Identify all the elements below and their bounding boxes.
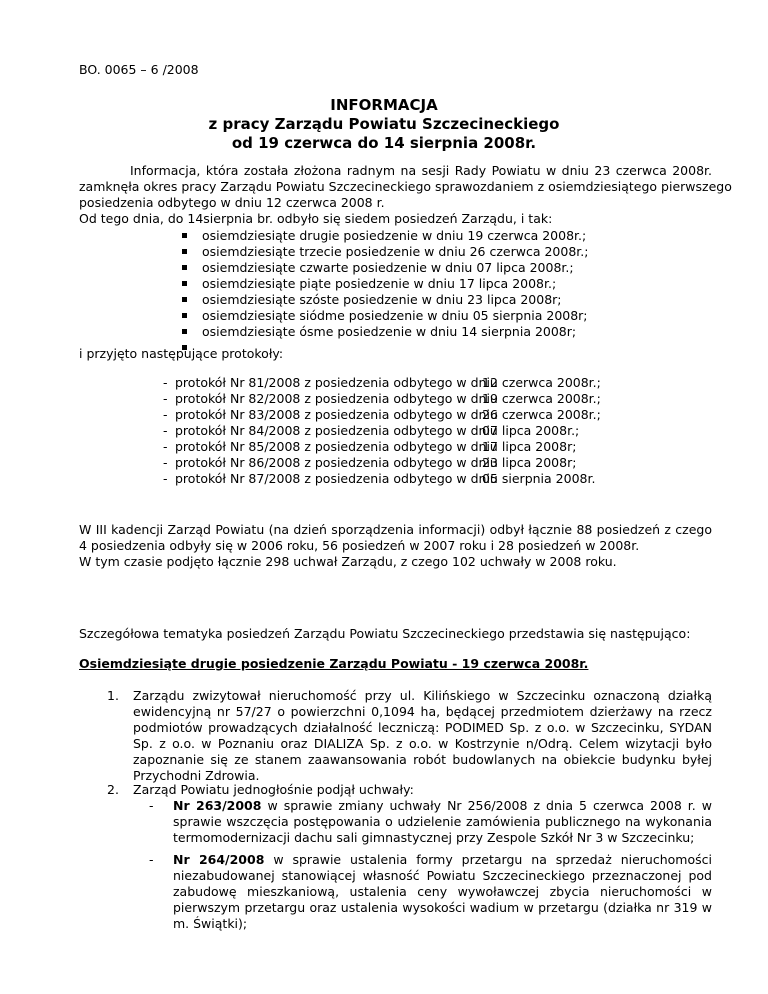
dash: -: [163, 375, 168, 390]
resolution-item: [149, 852, 712, 932]
dash: -: [163, 471, 168, 486]
list-item: osiemdziesiąte siódme posiedzenie w dniu 05 sierpnia 2008r;: [182, 308, 588, 324]
list-item: - protokół Nr 83/2008 z posiedzenia odbytego w dniu26 czerwca 2008r.;: [163, 407, 601, 422]
dash: -: [149, 798, 154, 813]
square-bullet-icon: [182, 233, 187, 238]
list-item: - protokół Nr 87/2008 z posiedzenia odbytego w dniu05 sierpnia 2008r.: [163, 471, 596, 486]
document-title: INFORMACJA: [330, 96, 438, 114]
item-text: Zarząd Powiatu jednogłośnie podjął uchwały:: [133, 782, 414, 797]
summary-line: W III kadencji Zarząd Powiatu (na dzień sporządzenia informacji) odbył łącznie 88 posiedzeń z czego: [79, 522, 712, 537]
intro-line: Informacja, która została złożona radnym na sesji Rady Powiatu w dniu 23 czerwca 2008r.: [130, 163, 712, 178]
resolution-text: w sprawie ustalenia formy przetargu na sprzedaż nieruchomości niezabudowanej stanowiącej własność Powiatu Szczecineckiego przeznaczonej pod zabudowę mieszkaniową, ustalenia ceny wywoławczej zbycia nieruchomości w pierwszym przetargu oraz ustalenia wysokości wadium w przetargu (działka nr 319 w m. Świątki);: [173, 852, 712, 931]
square-bullet-icon: [182, 249, 187, 254]
list-item: - protokół Nr 81/2008 z posiedzenia odbytego w dniu12 czerwca 2008r.;: [163, 375, 601, 390]
list-item: osiemdziesiąte czwarte posiedzenie w dniu 07 lipca 2008r.;: [182, 260, 588, 276]
dash: -: [163, 391, 168, 406]
dash: -: [163, 439, 168, 454]
list-item: - protokół Nr 84/2008 z posiedzenia odbytego w dniu07 lipca 2008r.;: [163, 423, 580, 438]
list-item: osiemdziesiąte ósme posiedzenie w dniu 14 sierpnia 2008r;: [182, 324, 588, 340]
summary-paragraph: [79, 522, 712, 570]
square-bullet-icon: [182, 313, 187, 318]
list-item: osiemdziesiąte drugie posiedzenie w dniu 19 czerwca 2008r.;: [182, 228, 588, 244]
dash: -: [163, 423, 168, 438]
protocols-list: [163, 375, 601, 487]
document-period: od 19 czerwca do 14 sierpnia 2008r.: [231, 134, 537, 152]
intro-paragraph: [79, 163, 732, 227]
square-bullet-icon: [182, 265, 187, 270]
meetings-list: [182, 228, 588, 356]
intro-line: Od tego dnia, do 14sierpnia br. odbyło się siedem posiedzeń Zarządu, i tak:: [79, 211, 553, 226]
document-subtitle: z pracy Zarządu Powiatu Szczecineckiego: [208, 115, 560, 133]
numbered-item: [107, 688, 712, 784]
item-number: 1.: [107, 688, 119, 703]
square-bullet-icon: [182, 297, 187, 302]
list-item: - protokół Nr 82/2008 z posiedzenia odbytego w dniu19 czerwca 2008r.;: [163, 391, 601, 406]
summary-line: W tym czasie podjęto łącznie 298 uchwał Zarządu, z czego 102 uchwały w 2008 roku.: [79, 554, 617, 569]
dash: -: [163, 455, 168, 470]
resolution-number: Nr 264/2008: [173, 852, 265, 867]
list-item: osiemdziesiąte trzecie posiedzenie w dniu 26 czerwca 2008r.;: [182, 244, 588, 260]
document-reference: BO. 0065 – 6 /2008: [79, 62, 199, 77]
dash: -: [163, 407, 168, 422]
protocols-intro: i przyjęto następujące protokoły:: [79, 346, 284, 361]
intro-line: posiedzenia odbytego w dniu 12 czerwca 2008 r.: [79, 195, 385, 210]
resolution-text: w sprawie zmiany uchwały Nr 256/2008 z dnia 5 czerwca 2008 r. w sprawie wszczęcia postępowania o udzielenie zamówienia publicznego na wykonania termomodernizacji dachu sali gimnastycznej przy Zespole Szkół Nr 3 w Szczecinku;: [173, 798, 712, 845]
list-item: osiemdziesiąte szóste posiedzenie w dniu 23 lipca 2008r;: [182, 292, 588, 308]
numbered-item: [107, 782, 712, 798]
list-item: - protokół Nr 85/2008 z posiedzenia odbytego w dniu17 lipca 2008r;: [163, 439, 577, 454]
summary-line: 4 posiedzenia odbyły się w 2006 roku, 56 posiedzeń w 2007 roku i 28 posiedzeń w 2008r.: [79, 538, 640, 553]
list-item: - protokół Nr 86/2008 z posiedzenia odbytego w dniu23 lipca 2008r;: [163, 455, 577, 470]
resolution-item: [149, 798, 712, 846]
item-text: Zarządu zwizytował nieruchomość przy ul. Kilińskiego w Szczecinku oznaczoną działką ewidencyjną nr 57/27 o powierzchni 0,1094 ha, będącej przedmiotem dzierżawy na rzecz podmiotów prowadzących działalność leczniczą: PODIMED Sp. z o.o. w Szczecinku, SYDAN Sp. z o.o. w Poznaniu oraz DIALIZA Sp. z o.o. w Kostrzynie n/Odrą. Celem wizytacji było zapoznanie się ze stanem zaawansowania robót budowlanych na obiekcie budynku byłej Przychodni Zdrowia.: [133, 688, 712, 783]
dash: -: [149, 852, 154, 867]
intro-line: zamknęła okres pracy Zarządu Powiatu Szczecineckiego sprawozdaniem z osiemdziesiątego pierwszego: [79, 179, 732, 194]
square-bullet-icon: [182, 281, 187, 286]
detail-intro: Szczegółowa tematyka posiedzeń Zarządu Powiatu Szczecineckiego przedstawia się następująco:: [79, 626, 691, 641]
list-item: osiemdziesiąte piąte posiedzenie w dniu 17 lipca 2008r.;: [182, 276, 588, 292]
section-heading: Osiemdziesiąte drugie posiedzenie Zarządu Powiatu - 19 czerwca 2008r.: [79, 656, 589, 671]
item-number: 2.: [107, 782, 119, 797]
square-bullet-icon: [182, 329, 187, 334]
resolution-number: Nr 263/2008: [173, 798, 262, 813]
